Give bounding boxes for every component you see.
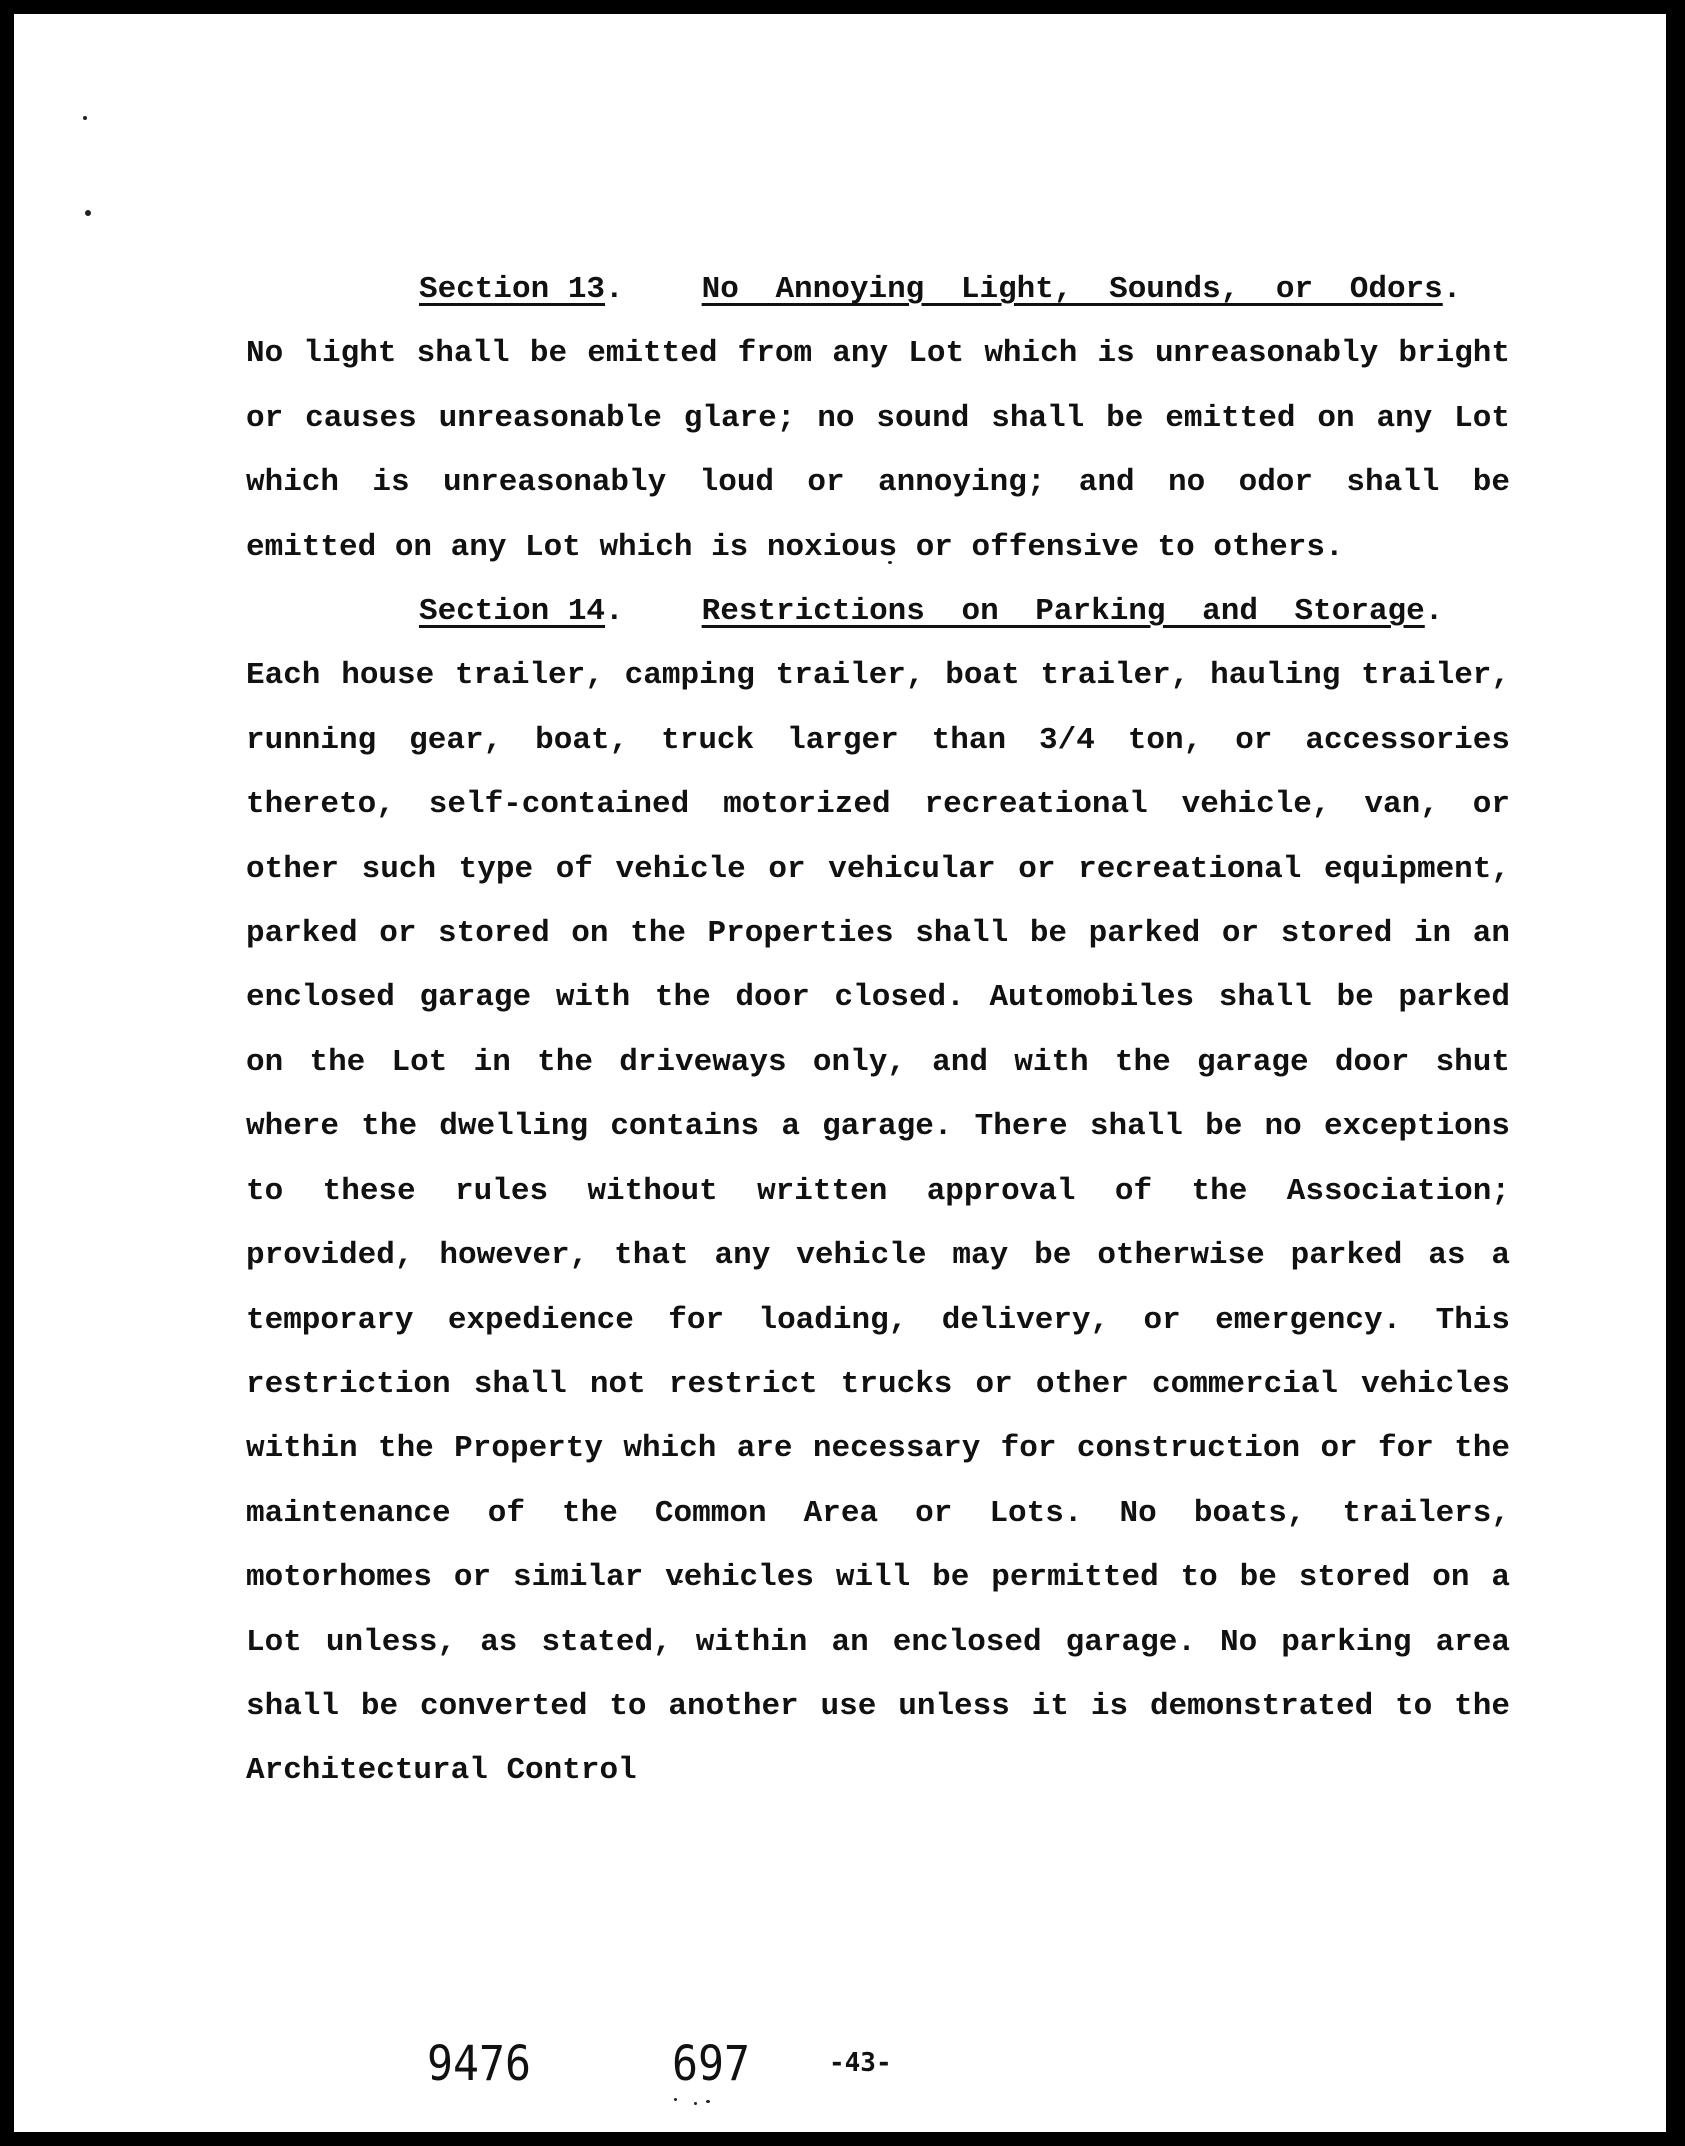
footer-document-page: -43-: [829, 2048, 892, 2078]
section-14-title: Restrictions on Parking and Storage: [701, 594, 1425, 630]
scan-speck: [694, 2102, 697, 2105]
section-14-body: Each house trailer, camping trailer, boat trailer, hauling trailer, running gear, boat, truck larger than 3/4 ton, or accessories thereto, self-contained motorized recreational vehicle, van, or other such type of vehicle or vehicular or recreational equipment, parked or stored on the Properties shall be parked or stored in an enclosed garage with the door closed. Automobiles shall be parked on the Lot in the driveways only, and with the garage door shut where the dwelling contains a garage. There shall be no exceptions to these rules without written approval of the Association; provided, however, that any vehicle may be otherwise parked as a temporary expedience for loading, delivery, or emergency. This restriction shall not restrict trucks or other commercial vehicles within the Property which are necessary for construction or for the maintenance of the Common Area or Lots. No boats, trailers, motorhomes or similar vehicles will be permitted to be stored on a Lot unless, as stated, within an enclosed garage. No parking area shall be converted to another use unless it is demonstrated to the Architectural Control: [246, 658, 1510, 1789]
section-13-title: No Annoying Light, Sounds, or Odors: [701, 272, 1443, 307]
section-13-label: Section 13: [419, 272, 606, 307]
document-page: [14, 14, 1666, 2132]
section-13: [246, 258, 1510, 580]
document-body: [246, 258, 1510, 1804]
scan-speck: [706, 2100, 710, 2103]
section-13-heading: Section 13. No Annoying Light, Sounds, or Odors.: [419, 272, 1462, 307]
section-14-label: Section 14: [419, 594, 606, 630]
scan-speck: [85, 210, 91, 216]
section-14-heading: Section 14. Restrictions on Parking and Storage.: [419, 594, 1444, 630]
scan-speck: [83, 116, 87, 120]
section-14: [246, 580, 1510, 1804]
footer-page-number: 697: [672, 2036, 751, 2092]
scan-speck: [674, 2098, 677, 2101]
section-13-body: No light shall be emitted from any Lot which is unreasonably bright or causes unreasonable glare; no sound shall be emitted on any Lot which is unreasonably loud or annoying; and no odor shall be emitted on any Lot which is noxious or offensive to others.: [246, 336, 1510, 565]
footer-book-number: 9476: [427, 2036, 532, 2092]
